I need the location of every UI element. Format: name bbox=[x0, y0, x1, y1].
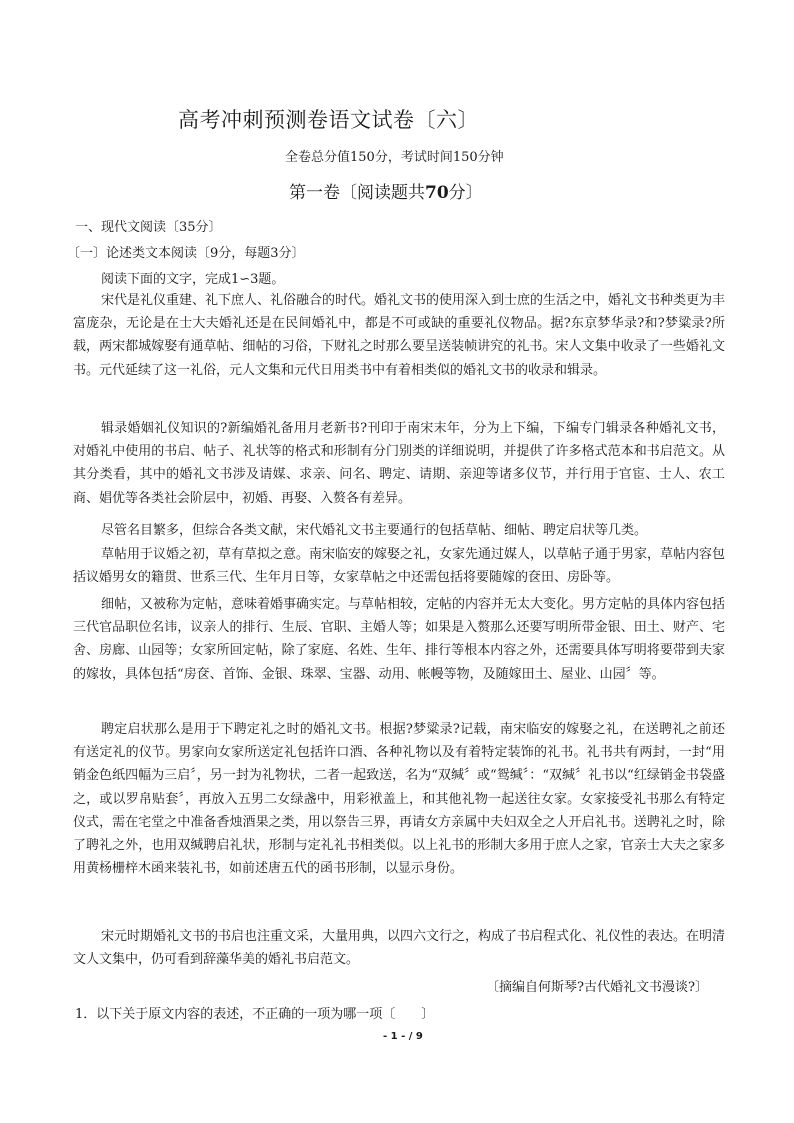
exam-info: 全卷总分值150分，考试时间150分钟 bbox=[285, 150, 504, 165]
subsection-heading: 〔一〕论述类文本阅读〔9分，每题3分〕 bbox=[67, 246, 305, 261]
paragraph-7: 宋元时期婚礼文书的书启也注重文采，大量用典，以四六文行之，构成了书启程式化、礼仪性的表达。在明清文人文集中，仍可看到辞藻华美的婚礼书启范文。 bbox=[73, 929, 726, 968]
paragraph-2: 辑录婚姻礼仪知识的?新编婚礼备用月老新书?刊印于南宋末年，分为上下编，下编专门辑录各种婚礼文书，对婚礼中使用的书启、帖子、礼状等的格式和形制有分门别类的详细说明，并提供了许多格式范本和书启范文。从其分类看，其中的婚礼文书涉及请媒、求亲、问名、聘定、请期、亲迎等诸多仪节，并行用于官宦、士人、农工商、娼优等各类社会阶层中，初婚、再娶、入赘各有差异。 bbox=[73, 421, 725, 506]
section-heading: 一、现代文阅读〔35分〕 bbox=[75, 220, 222, 235]
part-title-score: 70 bbox=[425, 183, 449, 203]
part-title bbox=[289, 178, 483, 203]
part-title-suffix: 分〕 bbox=[448, 183, 483, 203]
paragraph-6: 聘定启状那么是用于下聘定礼之时的婚礼文书。根据?梦粱录?记载，南宋临安的嫁娶之礼，在送聘礼之前还有送定礼的仪节。男家向女家所送定礼包括许口酒、各种礼物以及有着特定装饰的礼书。礼书共有两封，一封“用销金色纸四幅为三启〞，另一封为礼物状，二者一起致送，名为“双缄〞或“鸳缄〞：“双缄〞礼书以“红绿销金书袋盛之，或以罗帛贴套〞，再放入五男二女绿盏中，用彩袱盖上，和其他礼物一起送往女家。女家接受礼书那么有特定仪式，需在宅堂之中准备香烛酒果之类，用以祭告三界，再请女方亲属中夫妇双全之人开启礼书。送聘礼之时，除了聘礼之外，也用双缄聘启礼状，形制与定礼礼书相类似。以上礼书的形制大多用于庶人之家，官亲士大夫之家多用黄杨栅梓木函来装礼书，如前述唐五代的函书形制，以显示身份。 bbox=[73, 722, 725, 877]
question-1: 1．以下关于原文内容的表述，不正确的一项为哪一项〔 〕 bbox=[75, 1007, 435, 1022]
reading-instruction: 阅读下面的文字，完成1∽3题。 bbox=[101, 272, 285, 287]
paragraph-4: 草帖用于议婚之初，草有草拟之意。南宋临安的嫁娶之礼，女家先通过媒人，以草帖子通于男家，草帖内容包括议婚男女的籍贯、世系三代、生年月日等，女家草帖之中还需包括将要随嫁的奁田、房卧等。 bbox=[73, 547, 726, 586]
paragraph-5: 细帖，又被称为定帖，意味着婚事确实定。与草帖相较，定帖的内容并无太大变化。男方定帖的具体内容包括三代官品职位名讳，议亲人的排行、生辰、官职、主婚人等；如果是入赘那么还要写明所带金银、田土、财产、宅舍、房廊、山园等；女家所回定帖，除了家庭、名姓、生年、排行等根本内容之外，还需要具体写明将要带到夫家的嫁妆，具体包括“房奁、首饰、金银、珠翠、宝器、动用、帐幔等物，及随嫁田土、屋业、山园〞等。 bbox=[73, 597, 726, 682]
paragraph-1: 宋代是礼仪重建、礼下庶人、礼俗融合的时代。婚礼文书的使用深入到士庶的生活之中，婚礼文书种类更为丰富庞杂，无论是在士大夫婚礼还是在民间婚礼中，都是不可或缺的重要礼仪物品。据?东京梦华录?和?梦粱录?所载，两宋都城嫁娶有通草帖、细帖的习俗，下财礼之时那么要呈送装帧讲究的礼书。宋人文集中收录了一些婚礼文书。元代延续了这一礼俗，元人文集和元代日用类书中有着相类似的婚礼文书的收录和辑录。 bbox=[73, 293, 726, 378]
page-number: - 1 - / 9 bbox=[383, 1031, 423, 1042]
source-citation: 〔摘编自何斯琴?古代婚礼文书漫谈?〕 bbox=[486, 980, 708, 995]
part-title-prefix: 第一卷〔阅读题共 bbox=[289, 183, 425, 203]
page-title: 高考冲刺预测卷语文试卷〔六〕 bbox=[178, 108, 479, 132]
paragraph-3: 尽管名目繁多，但综合各类文献，宋代婚礼文书主要通行的包括草帖、细帖、聘定启状等几类。 bbox=[101, 523, 648, 538]
